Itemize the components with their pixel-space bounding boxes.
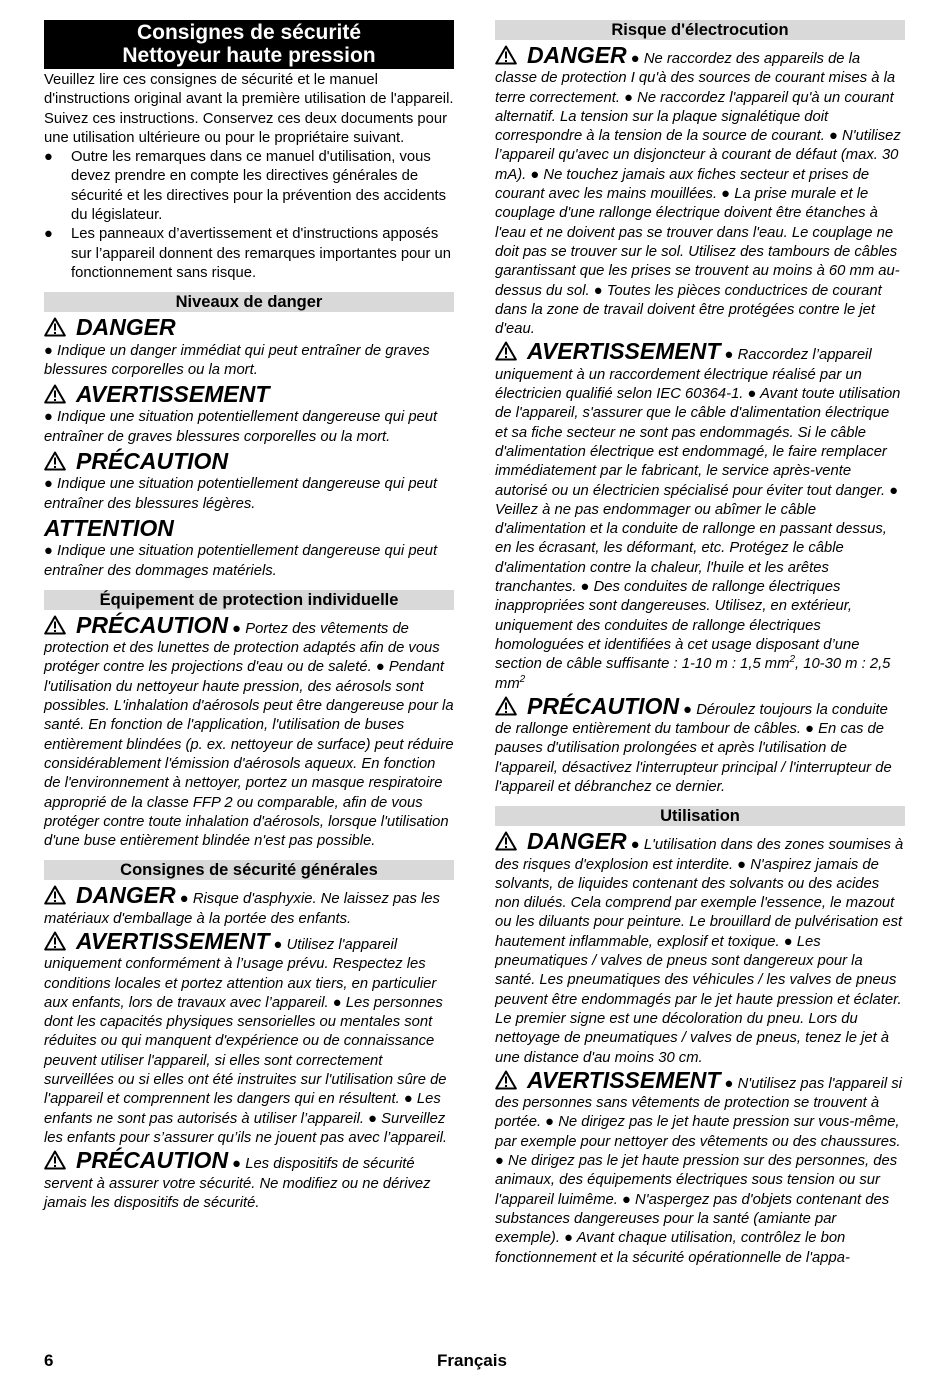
section-heading-general: Consignes de sécurité générales — [44, 860, 454, 880]
list-item — [44, 225, 454, 283]
warning-triangle-icon — [495, 45, 517, 65]
level-keyword: DANGER — [76, 314, 176, 341]
warning-triangle-icon — [44, 317, 66, 337]
level-danger — [44, 315, 454, 380]
title-line-2: Nettoyeur haute pression — [122, 44, 376, 67]
level-text: ● Indique une situation potentiellement dangereuse qui peut entraîner des blessures légères. — [44, 476, 438, 512]
page-number: 6 — [44, 1351, 54, 1370]
warning-keyword: AVERTISSEMENT — [527, 1066, 721, 1093]
level-text: ● Indique un danger immédiat qui peut entraîner de graves blessures corporelles ou la mort. — [44, 342, 430, 378]
electrocution-danger — [495, 43, 905, 339]
warning-keyword: DANGER — [527, 42, 627, 68]
warning-triangle-icon — [44, 885, 66, 905]
warning-text: ● Les dispositifs de sécurité servent à assurer votre sécurité. Ne modifiez ou ne dérivez jamais les dispositifs de sécurité. — [44, 1156, 431, 1211]
level-keyword: AVERTISSEMENT — [76, 381, 270, 408]
electrocution-precaution — [495, 694, 905, 797]
level-text: ● Indique une situation potentiellement dangereuse qui peut entraîner des dommages matériels. — [44, 543, 438, 579]
warning-triangle-icon — [44, 931, 66, 951]
title-line-1: Consignes de sécurité — [136, 21, 362, 44]
level-keyword: ATTENTION — [44, 514, 174, 541]
warning-triangle-icon — [44, 615, 66, 635]
right-column — [495, 20, 905, 1268]
left-column — [44, 20, 454, 1213]
warning-keyword: PRÉCAUTION — [527, 692, 680, 719]
epi-precaution — [44, 613, 454, 852]
general-avertissement — [44, 929, 454, 1148]
section-heading-utilisation: Utilisation — [495, 806, 905, 826]
footer-language: Français — [437, 1351, 507, 1370]
bullet-glyph: ● — [44, 226, 53, 243]
intro-text: Veuillez lire ces consignes de sécurité et le manuel d'instructions original avant la première utilisation de l'appareil. Suivez ces instructions. Conservez ces deux documents pour une utilisation ultérieure ou pour le propriétaire suivant. — [44, 72, 454, 146]
bullet-text: Les panneaux d’avertissement et d'instructions apposés sur l’appareil donnent des remarques importantes pour un fonctionnement sans risque. — [71, 226, 452, 281]
section-heading-electrocution: Risque d'électrocution — [495, 20, 905, 40]
warning-keyword: DANGER — [76, 882, 176, 909]
list-item — [44, 148, 454, 225]
general-precaution — [44, 1148, 454, 1213]
bullet-glyph: ● — [44, 149, 53, 166]
warning-text: ● N'utilisez pas l'appareil si des personnes sans vêtements de protection se trouvent à portée. ● Ne dirigez pas le jet haute pression sur vous-même, par exemple pour nettoyer des vêtements ou des chaussures. ● Ne dirigez pas le jet haute pression sur des personnes, des animaux, des équipements électriques sous tension ou sur l'appareil luimême. ● N'aspergez pas d'objets contenant des substances dangereuses pour la santé (amiante par exemple). ● Avant chaque utilisation, contrôlez le bon fonctionnement et la sécurité opérationnelle de l'appa- — [495, 1075, 902, 1266]
superscript: 2 — [789, 654, 795, 666]
level-keyword: PRÉCAUTION — [76, 448, 229, 475]
warning-keyword: AVERTISSEMENT — [76, 927, 270, 954]
level-precaution — [44, 449, 454, 514]
warning-keyword: PRÉCAUTION — [76, 1147, 229, 1174]
warning-triangle-icon — [495, 341, 517, 361]
warning-text-continued: , 10-30 m : 2,5 mm — [495, 656, 891, 692]
warning-triangle-icon — [44, 451, 66, 471]
warning-text: ● Raccordez l’appareil uniquement à un raccordement électrique réalisé par un électricien qualifié selon IEC 60364-1. ● Avant toute utilisation de l'appareil, s'assurer que le câble d'alimentation électrique et sa fiche secteur ne sont pas endommagés. Si le câble d'alimentation électrique est endommagé, le faire remplacer immédiatement par le fabricant, le service après-vente autorisé ou un électricien spécialisé pour éviter tout danger. ● Veillez à ne pas endommager ou abîmer le câble d'alimentation et la conduite de rallonge en passant dessus, en les écrasant, les déformant, etc. Protégez le câble d'alimentation contre la chaleur, l'huile et les arêtes tranchantes. ● Des conduites de rallonge électriques inappropriées sont dangereuses. Utilisez, en extérieur, uniquement des conduites de rallonge électriques homologuées et identifiées à cet usage disposant d’une section de câble suffisante : 1-10 m : 1,5 mm — [495, 347, 901, 673]
warning-keyword: AVERTISSEMENT — [527, 338, 721, 365]
warning-text: ● Ne raccordez des appareils de la classe de protection I qu'à des sources de courant mises à la terre correctement. ● Ne raccordez l'appareil qu'à un courant alternatif. La tension sur la plaque signalétique doit correspondre à la tension de la source de courant. ● N'utilisez l’appareil qu'avec un disjoncteur à courant de défaut (max. 30 mA). ● Ne touchez jamais aux fiches secteur et prises de courant avec les mains mouillées. ● La prise murale et le couplage d'une rallonge électrique doivent être étanches à l'eau et ne doivent pas se trouver dans l'eau. Le couplage ne doit pas se trouver sur le sol. Utilisez des tambours de câbles garantissant que les prises se trouvent au moins à 60 mm au-dessus du sol. ● Toutes les pièces conductrices de courant dans la zone de travail doivent être protégées contre le jet d'eau. — [495, 51, 901, 338]
warning-triangle-icon — [44, 384, 66, 404]
warning-text: ● Déroulez toujours la conduite de rallonge entièrement du tambour de câbles. ● En cas de pauses d'utilisation prolongées et après l'utilisation de l'appareil, désactivez l'interrupteur principal / l'interrupteur de l'appareil et débranchez ce dernier. — [495, 701, 892, 795]
section-heading-niveaux: Niveaux de danger — [44, 292, 454, 312]
utilisation-danger — [495, 829, 905, 1068]
warning-text: ● Utilisez l'appareil uniquement conformément à l’usage prévu. Respectez les conditions locales et portez attention aux tiers, en particulier aux enfants, lors de travaux avec l’appareil. ● Les personnes dont les capacités physiques sensorielles ou mentales sont réduites ou qui manquent d'expérience ou de connaissance peuvent utiliser l'appareil, si elles sont correctement surveillées ou si elles ont été instruites sur l'utilisation sûre de l'appareil et comprennent les dangers qui en résultent. ● Les enfants ne sont pas autorisés à utiliser l’appareil. ● Surveillez les enfants pour s’assurer qu’ils ne jouent pas avec l’appareil. — [44, 936, 448, 1146]
level-text: ● Indique une situation potentiellement dangereuse qui peut entraîner de graves blessures corporelles ou la mort. — [44, 409, 438, 445]
level-avertissement — [44, 382, 454, 447]
warning-triangle-icon — [44, 1150, 66, 1170]
warning-text: ● Portez des vêtements de protection et des lunettes de protection adaptés afin de vous protéger contre les projections d'eau ou de saleté. ● Pendant l'utilisation du nettoyeur haute pression, des aérosols sont possibles. L'inhalation d'aérosols peut être dangereuse pour la santé. En fonction de l'application, l'utilisation de buses entièrement blindées (p. ex. nettoyeur de surface) peut réduire considérablement l'émission d'aérosols aqueux. En fonction de l'environnement à nettoyer, portez un masque respiratoire approprié de la classe FFP 2 ou comparable, afin de vous protéger contre toute inhalation d'aérosols, lorsque l'utilisation d'une buse entièrement blindée n'est pas possible. — [44, 620, 454, 850]
warning-triangle-icon — [495, 831, 517, 851]
warning-text: ● Risque d'asphyxie. Ne laissez pas les matériaux d'emballage à la portée des enfants. — [44, 891, 440, 927]
utilisation-avertissement — [495, 1068, 905, 1268]
superscript: 2 — [519, 673, 526, 685]
bullet-text: Outre les remarques dans ce manuel d'utilisation, vous devez prendre en compte les directives générales de sécurité et les directives pour la prévention des accidents du législateur. — [71, 149, 447, 224]
warning-keyword: DANGER — [527, 828, 627, 855]
warning-triangle-icon — [495, 1070, 517, 1090]
general-danger — [44, 883, 454, 929]
electrocution-avertissement — [495, 339, 905, 693]
level-attention — [44, 516, 454, 581]
warning-text: ● L'utilisation dans des zones soumises à des risques d'explosion est interdite. ● N'aspirez jamais de solvants, de liquides contenant des solvants ou des acides non dilués. Cela comprend par exemple l'essence, le mazout ou les diluants pour peinture. Le brouillard de pulvérisation est hautement inflammable, explosif et toxique. ● Les pneumatiques / valves de pneus sont dangereux pour la santé. Les pneumatiques des véhicules / les valves de pneus peuvent être endommagés par le jet haute pression et éclater. Le premier signe est une décoloration du pneu. Lors du nettoyage de pneumatiques / valves de pneus, tenez le jet à une distance d'au moins 30 cm. — [495, 837, 904, 1066]
document-title — [44, 20, 454, 69]
intro-bullet-list — [44, 148, 454, 283]
warning-triangle-icon — [495, 696, 517, 716]
section-heading-epi: Équipement de protection individuelle — [44, 590, 454, 610]
intro-paragraph — [44, 71, 454, 148]
warning-keyword: PRÉCAUTION — [76, 611, 229, 638]
